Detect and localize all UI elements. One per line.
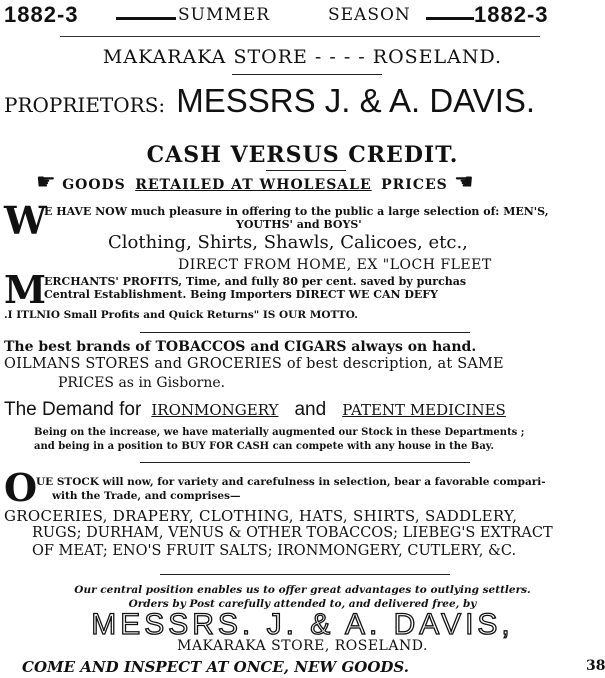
store-rule [232,74,382,75]
p2-line2: Central Establishment. Being Importers DIRECT WE CAN DEFY [44,288,438,301]
pointing-hand-icon-right: ☛ [453,170,474,195]
p1-line1: E HAVE NOW much pleasure in offering to the public a large selection of: MEN'S, [44,205,549,218]
dropcap-w: W [4,198,47,243]
header-dash-left [116,17,176,20]
footer-come-inspect: COME AND INSPECT AT ONCE, NEW GOODS. [22,658,409,676]
mid-rule-3 [160,574,450,575]
goods-line [36,170,474,195]
pointing-hand-icon: ☛ [36,170,57,195]
p4-line5: OF MEAT; ENO'S FRUIT SALTS; IRONMONGERY, CUTLERY, &C. [32,543,517,559]
season-header [4,2,602,28]
demand-joiner: and [294,399,327,420]
p1-line4: DIRECT FROM HOME, EX "LOCH FLEET [178,257,492,273]
goods-prefix: GOODS [62,177,126,193]
demand-sub1: Being on the increase, we have materially augmented our Stock in these Departments ; [34,427,525,438]
header-dash-right [426,17,474,20]
demand-sub2: and being in a position to BUY FOR CASH can compete with any house in the Bay. [34,441,494,452]
top-rule [60,36,540,37]
cash-versus-credit: CASH VERSUS CREDIT. [146,142,459,168]
p2-line1: ERCHANTS' PROFITS, Time, and fully 80 per cent. saved by purchas [44,275,467,288]
goods-suffix: PRICES [381,177,448,193]
p3-line3: PRICES as in Gisborne. [58,375,226,391]
proprietors-names: MESSRS J. & A. DAVIS. [176,82,536,119]
demand-patent-medicines: PATENT MEDICINES [342,401,506,419]
p4-line1: UE STOCK will now, for variety and carefulness in selection, bear a favorable compari- [36,476,546,488]
goods-underlined: RETAILED AT WHOLESALE [135,177,372,193]
season-right: SEASON [328,5,411,25]
p1-line2: YOUTHS' and BOYS' [236,218,362,231]
demand-ironmongery: IRONMONGERY [151,401,279,419]
mid-rule-1 [140,332,470,333]
season-left: SUMMER [178,5,270,25]
mid-rule-2 [140,462,470,463]
page-number: 38 [586,658,605,674]
dropcap-o: O [4,465,38,510]
cash-rule [266,170,346,171]
footer-store: MAKARAKA STORE, ROSELAND. [177,638,428,654]
p1-line3: Clothing, Shirts, Shawls, Calicoes, etc., [108,232,468,253]
p4-line4: RUGS; DURHAM, VENUS & OTHER TOBACCOS; LIEBEG'S EXTRACT [32,525,553,541]
year-left: 1882-3 [4,2,79,27]
store-line: MAKARAKA STORE - - - - ROSELAND. [102,46,503,68]
p3-line2: OILMANS STORES and GROCERIES of best description, at SAME [4,356,504,372]
dropcap-m: M [4,267,47,312]
footer-line1: Our central position enables us to offer great advantages to outlying settlers. [74,584,531,596]
proprietors-label: PROPRIETORS: [4,93,166,117]
footer-line2: Orders by Post carefully attended to, and delivered free, by [128,598,477,610]
p4-line3: GROCERIES, DRAPERY, CLOTHING, HATS, SHIRTS, SADDLERY, [4,507,518,525]
demand-line [4,398,506,421]
footer-messrs: MESSRS. J. & A. DAVIS, [91,608,514,641]
p3-line1: The best brands of TOBACCOS and CIGARS always on hand. [4,339,477,355]
proprietors-line [4,82,535,120]
year-right: 1882-3 [474,2,549,27]
demand-prefix: The Demand for [4,399,142,420]
p4-line2: with the Trade, and comprises— [52,490,241,502]
p2-line3: .I ITLNIO Small Profits and Quick Returns" IS OUR MOTTO. [4,309,358,321]
